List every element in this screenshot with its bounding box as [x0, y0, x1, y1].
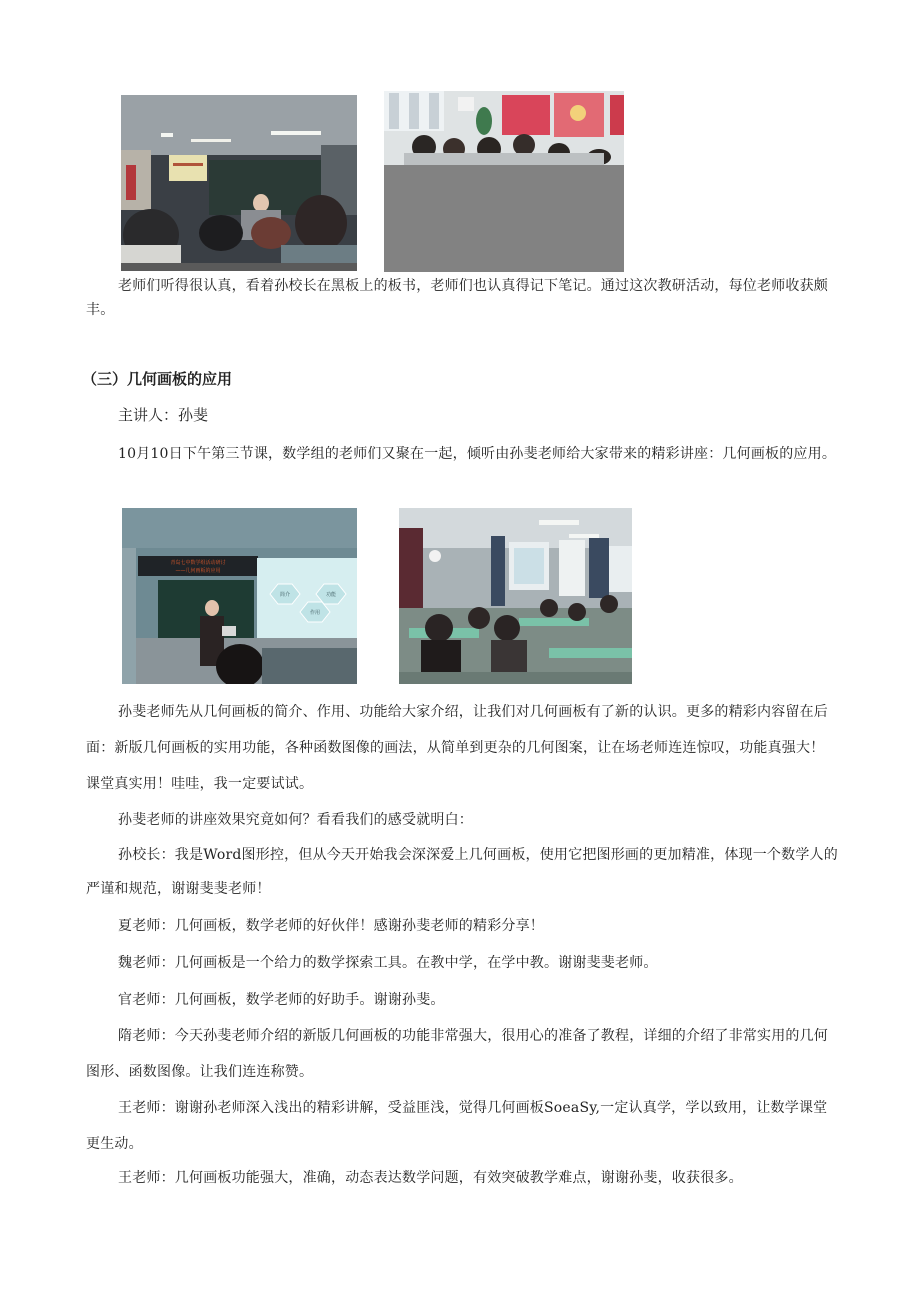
feedback-wang-1: 王老师：谢谢孙老师深入浅出的精彩讲解，受益匪浅，觉得几何画板SoeaSy,一定认真学，学以致用，让数学课堂更生动。 [86, 1100, 828, 1152]
photo-presentation [122, 508, 357, 684]
paragraph-intro: 10月10日下午第三节课，数学组的老师们又聚在一起，倾听由孙斐老师给大家带来的精彩讲座：几何画板的应用。 [118, 446, 837, 462]
feedback-wang-2: 王老师：几何画板功能强大，准确，动态表达数学问题，有效突破教学难点，谢谢孙斐，收获很多。 [118, 1170, 743, 1186]
feedback-sun-principal: 孙校长：我是Word图形控，但从今天开始我会深深爱上几何画板，使用它把图形画的更加精准，体现一个数学人的严谨和规范，谢谢斐斐老师！ [86, 847, 838, 897]
presenter-line: 主讲人：孙斐 [118, 406, 209, 424]
slide-banner-line1: 青岛七中数学组活动研讨 [170, 560, 226, 566]
feedback-xia: 夏老师：几何画板，数学老师的好伙伴！感谢孙斐老师的精彩分享！ [118, 918, 544, 934]
slide-hex-text-2: 作用 [309, 610, 321, 616]
feedback-wei: 魏老师：几何画板是一个给力的数学探索工具。在教中学，在学中教。谢谢斐斐老师。 [118, 955, 658, 971]
paragraph-description: 孙斐老师先从几何画板的简介、作用、功能给大家介绍，让我们对几何画板有了新的认识。更多的精彩内容留在后面：新版几何画板的实用功能，各种函数图像的画法，从简单到更杂的几何图案，让在场老师连连惊叹，功能真强大！课堂真实用！哇哇，我一定要试试。 [86, 704, 828, 792]
feedback-sui: 隋老师：今天孙斐老师介绍的新版几何画板的功能非常强大，很用心的准备了教程，详细的介绍了非常实用的几何图形、函数图像。让我们连连称赞。 [86, 1028, 828, 1080]
slide-hex-text-3: 功能 [325, 592, 337, 598]
paragraph-question: 孙斐老师的讲座效果究竟如何？看看我们的感受就明白： [118, 812, 473, 828]
slide-hex-text-1: 简介 [279, 592, 291, 598]
section-heading: （三）几何画板的应用 [82, 370, 233, 388]
photo-classroom-audience [399, 508, 632, 684]
paragraph-top: 老师们听得很认真，看着孙校长在黑板上的板书，老师们也认真得记下笔记。通过这次教研活动，每位老师收获颇丰。 [86, 278, 828, 318]
photo-classroom-blackboard [121, 95, 357, 271]
feedback-guan: 官老师：几何画板，数学老师的好助手。谢谢孙斐。 [118, 992, 445, 1008]
slide-banner-line2: ——几何画板的应用 [175, 568, 221, 574]
photo-meeting-room [384, 91, 624, 272]
